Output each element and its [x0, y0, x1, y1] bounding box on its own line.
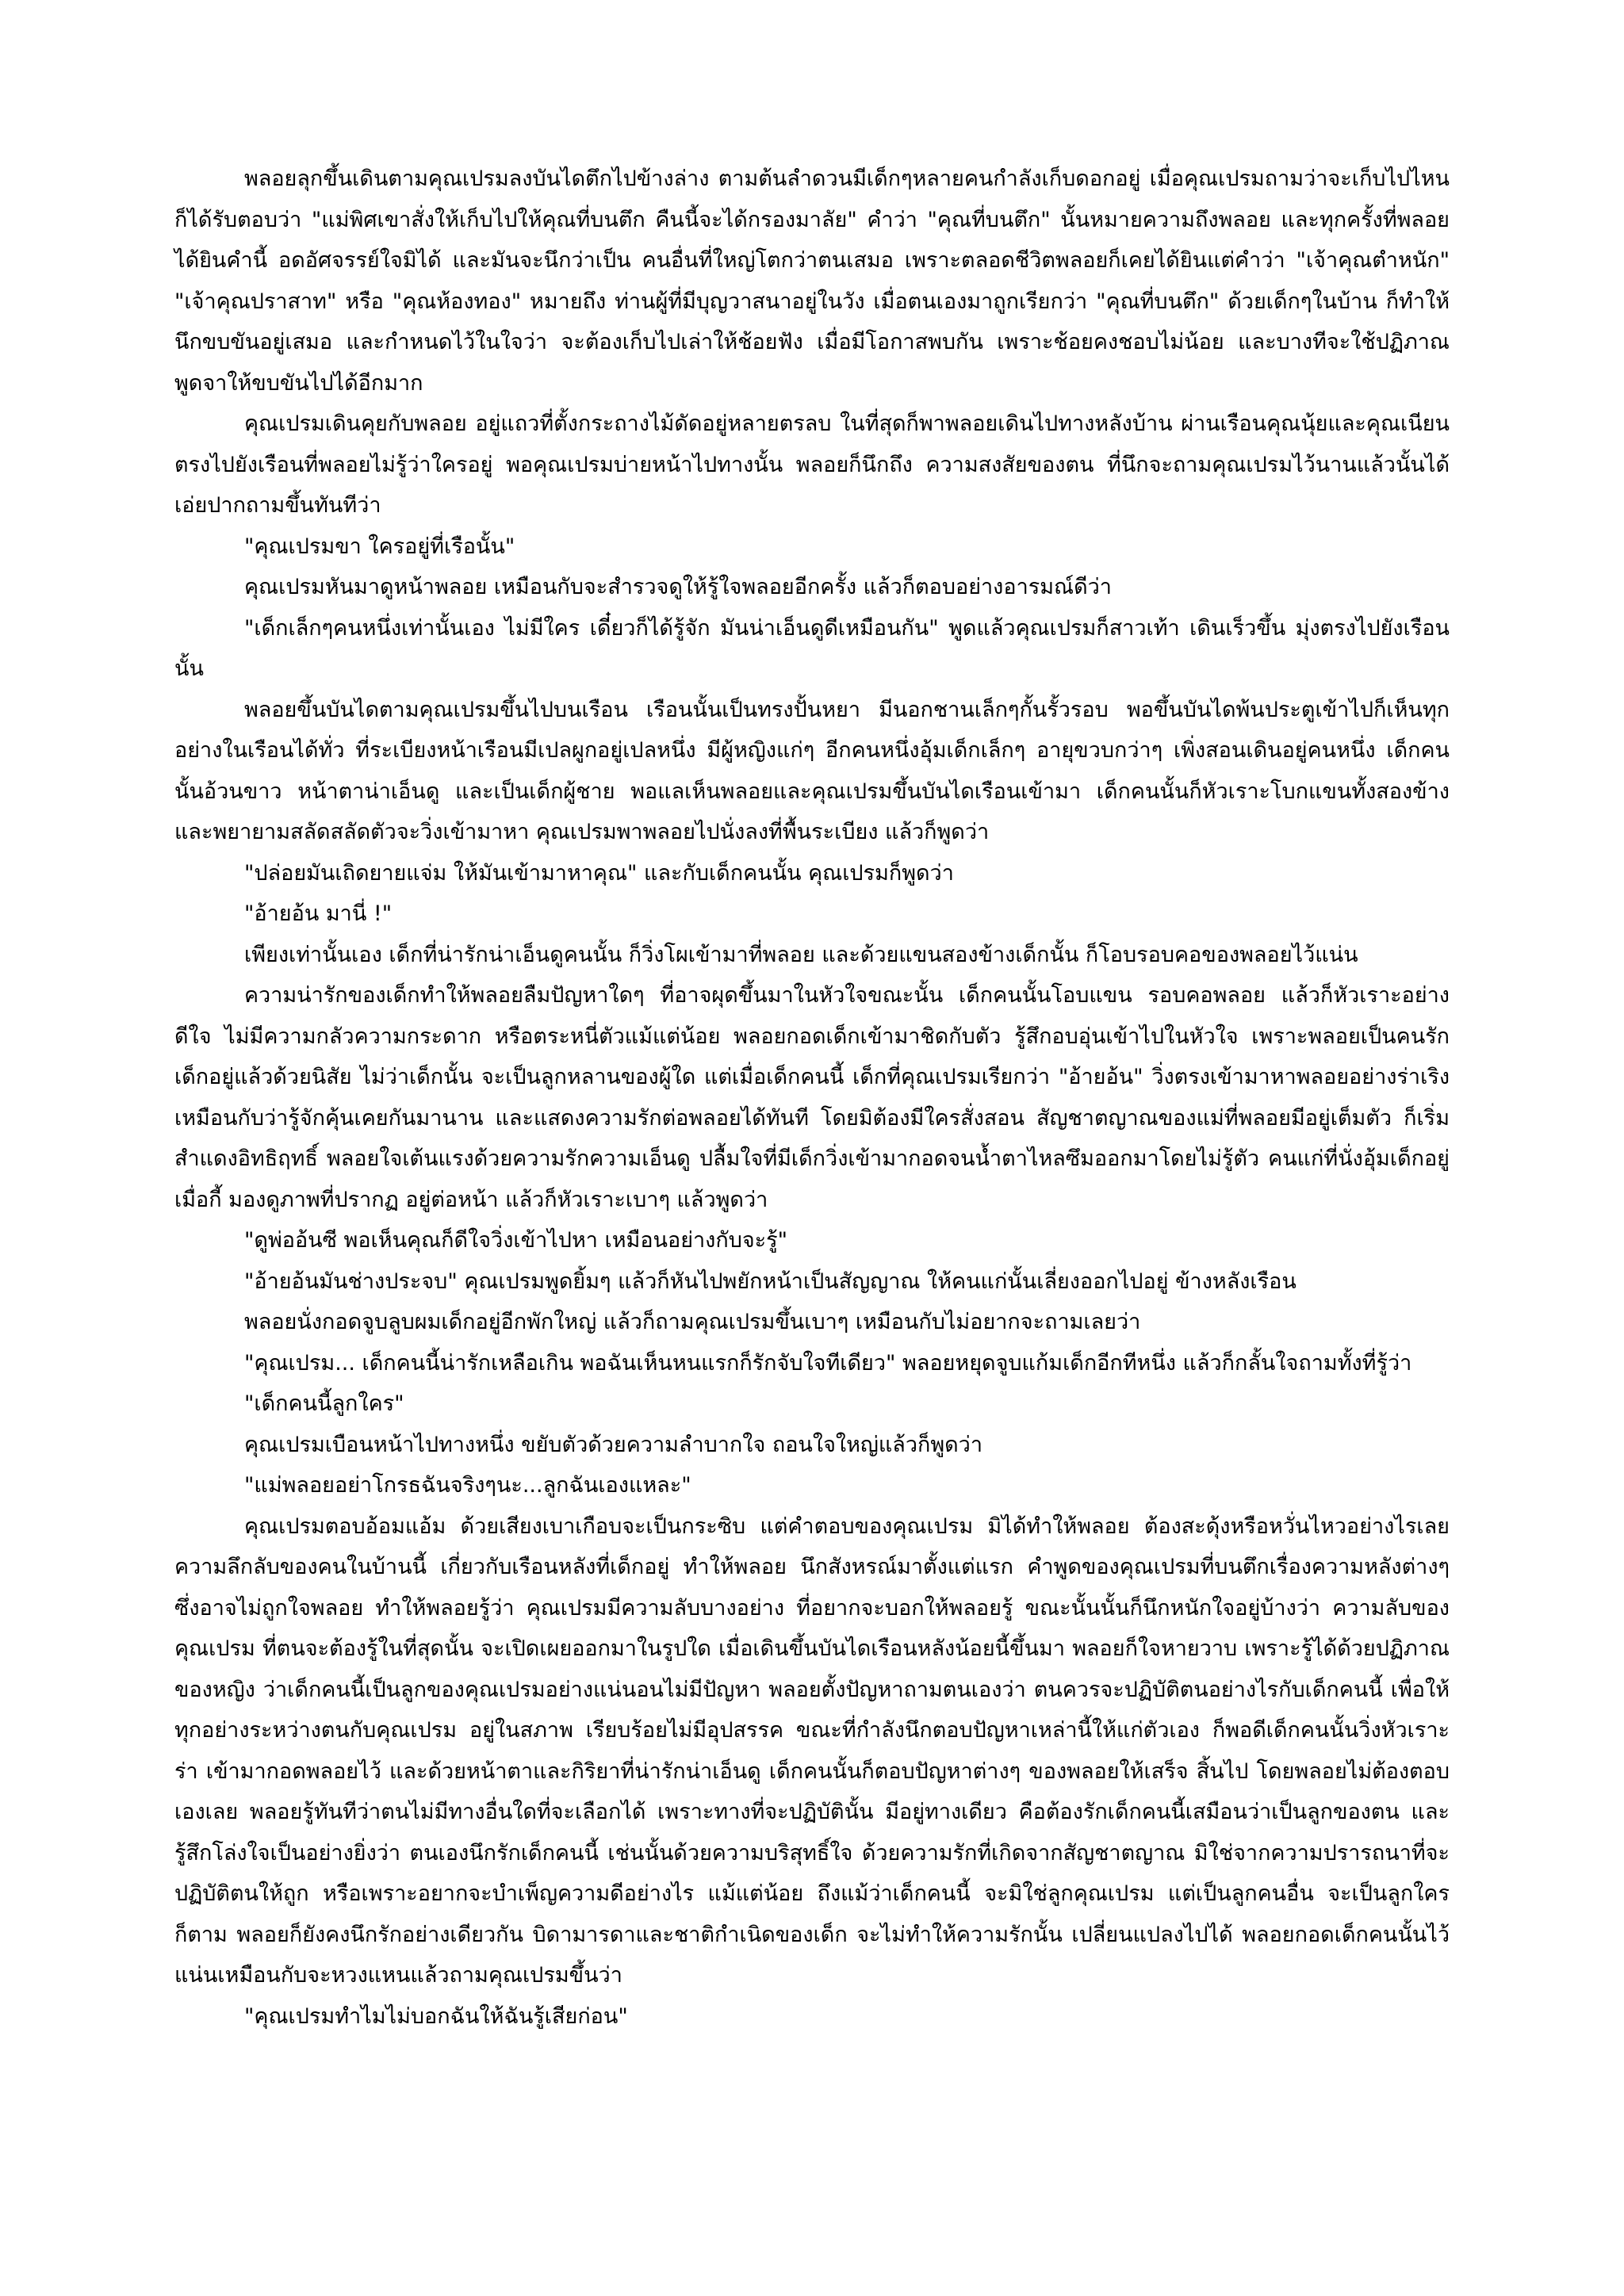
paragraph: "อ้ายอ้น มานี่ !" [244, 901, 393, 926]
paragraph: คุณเปรมตอบอ้อมแอ้ม ด้วยเสียงเบาเกือบจะเป็นกระซิบ แต่คำตอบของคุณเปรม มิได้ทำให้พลอย ต้องสะดุ้งหรือหวั่นไหวอย่างไรเลย ความลึกลับของคนในบ้านนี้ เกี่ยวกับเรือนหลังที่เด็กอยู่ ทำให้พลอย นึกสังหรณ์มาตั้งแต่แรก คำพูดของคุณเปรมที่บนตึกเรื่องความหลังต่างๆ ซึ่งอาจไม่ถูกใจพลอย ทำให้พลอยรู้ว่า คุณเปรมมีความลับบางอย่าง ที่อยากจะบอกให้พลอยรู้ ขณะนั้นนั้นก็นึกหนักใจอยู่บ้างว่า ความลับของคุณเปรม ที่ตนจะต้องรู้ในที่สุดนั้น จะเปิดเผยออกมาในรูปใด เมื่อเดินขึ้นบันไดเรือนหลังน้อยนี้ขึ้นมา พลอยก็ใจหายวาบ เพราะรู้ได้ด้วยปฏิภาณของหญิง ว่าเด็กคนนี้เป็นลูกของคุณเปรมอย่างแน่นอนไม่มีปัญหา พลอยตั้งปัญหาถามตนเองว่า ตนควรจะปฏิบัติตนอย่างไรกับเด็กคนนี้ เพื่อให้ทุกอย่างระหว่างตนกับคุณเปรม อยู่ในสภาพ เรียบร้อยไม่มีอุปสรรค ขณะที่กำลังนึกตอบปัญหาเหล่านี้ให้แก่ตัวเอง ก็พอดีเด็กคนนั้นวิ่งหัวเราะร่า เข้ามากอดพลอยไว้ และด้วยหน้าตาและกิริยาที่น่ารักน่าเอ็นดู เด็กคนนั้นก็ตอบปัญหาต่างๆ ของพลอยให้เสร็จ สิ้นไป โดยพลอยไม่ต้องตอบเองเลย พลอยรู้ทันทีว่าตนไม่มีทางอื่นใดที่จะเลือกได้ เพราะทางที่จะปฏิบัตินั้น มีอยู่ทางเดียว คือต้องรักเด็กคนนี้เสมือนว่าเป็นลูกของตน และรู้สึกโล่งใจเป็นอย่างยิ่งว่า ตนเองนึกรักเด็กคนนี้ เช่นนั้นด้วยความบริสุทธิ์ใจ ด้วยความรักที่เกิดจากสัญชาตญาณ มิใช่จากความปรารถนาที่จะปฏิบัติตนให้ถูก หรือเพราะอยากจะบำเพ็ญความดีอย่างไร แม้แต่น้อย ถึงแม้ว่าเด็กคนนี้ จะมิใช่ลูกคุณเปรม แต่เป็นลูกคนอื่น จะเป็นลูกใครก็ตาม พลอยก็ยังคงนึกรักอย่างเดียวกัน บิดามารดาและชาติกำเนิดของเด็ก จะไม่ทำให้ความรักนั้น เปลี่ยนแปลงไปได้ พลอยกอดเด็กคนนั้นไว้แน่นเหมือนกับจะหวงแหนแล้วถามคุณเปรมขึ้นว่า [174, 1513, 1450, 1988]
paragraph: พลอยนั่งกอดจูบลูบผมเด็กอยู่อีกพักใหญ่ แล้วก็ถามคุณเปรมขึ้นเบาๆ เหมือนกับไม่อยากจะถามเลยว่า [244, 1310, 1141, 1334]
paragraph: "เด็กเล็กๆคนหนึ่งเท่านั้นเอง ไม่มีใคร เดี๋ยวก็ได้รู้จัก มันน่าเอ็นดูดีเหมือนกัน" พูดแล้วคุณเปรมก็สาวเท้า เดินเร็วขึ้น มุ่งตรงไปยังเรือนนั้น [174, 615, 1450, 681]
paragraph: "อ้ายอ้นมันช่างประจบ" คุณเปรมพูดยิ้มๆ แล้วก็หันไปพยักหน้าเป็นสัญญาณ ให้คนแก่นั้นเลี่ยงออกไปอยู่ ข้างหลังเรือน [244, 1269, 1297, 1294]
paragraph: "คุณเปรมขา ใครอยู่ที่เรือนั้น" [244, 534, 515, 559]
paragraph: พลอยลุกขึ้นเดินตามคุณเปรมลงบันไดตึกไปข้างล่าง ตามต้นลำดวนมีเด็กๆหลายคนกำลังเก็บดอกอยู่ เมื่อคุณเปรมถามว่าจะเก็บไปไหน ก็ได้รับตอบว่า "แม่พิศเขาสั่งให้เก็บไปให้คุณที่บนตึก คืนนี้จะได้กรองมาลัย" คำว่า "คุณที่บนตึก" นั้นหมายความถึงพลอย และทุกครั้งที่พลอยได้ยินคำนี้ อดอัศจรรย์ใจมิได้ และมันจะนึกว่าเป็น คนอื่นที่ใหญ่โตกว่าตนเสมอ เพราะตลอดชีวิตพลอยก็เคยได้ยินแต่คำว่า "เจ้าคุณตำหนัก" "เจ้าคุณปราสาท" หรือ "คุณห้องทอง" หมายถึง ท่านผู้ที่มีบุญวาสนาอยู่ในวัง เมื่อตนเองมาถูกเรียกว่า "คุณที่บนตึก" ด้วยเด็กๆในบ้าน ก็ทำให้นึกขบขันอยู่เสมอ และกำหนดไว้ในใจว่า จะต้องเก็บไปเล่าให้ช้อยฟัง เมื่อมีโอกาสพบกัน เพราะช้อยคงชอบไม่น้อย และบางทีจะใช้ปฏิภาณพูดจาให้ขบขันไปได้อีกมาก [174, 166, 1450, 396]
paragraph: "เด็กคนนี้ลูกใคร" [244, 1391, 404, 1416]
paragraph: "แม่พลอยอย่าโกรธฉันจริงๆนะ...ลูกฉันเองแหละ" [244, 1473, 691, 1498]
paragraph: คุณเปรมเดินคุยกับพลอย อยู่แถวที่ตั้งกระถางไม้ดัดอยู่หลายตรลบ ในที่สุดก็พาพลอยเดินไปทางหลังบ้าน ผ่านเรือนคุณนุ้ยและคุณเนียน ตรงไปยังเรือนที่พลอยไม่รู้ว่าใครอยู่ พอคุณเปรมบ่ายหน้าไปทางนั้น พลอยก็นึกถึง ความสงสัยของตน ที่นึกจะถามคุณเปรมไว้นานแล้วนั้นได้ เอ่ยปากถามขึ้นทันทีว่า [174, 411, 1450, 518]
paragraph: เพียงเท่านั้นเอง เด็กที่น่ารักน่าเอ็นดูคนนั้น ก็วิ่งโผเข้ามาที่พลอย และด้วยแขนสองข้างเด็กนั้น ก็โอบรอบคอของพลอยไว้แน่น [244, 942, 1358, 967]
paragraph: "ดูพ่ออ้นซี พอเห็นคุณก็ดีใจวิ่งเข้าไปหา เหมือนอย่างกับจะรู้" [244, 1228, 788, 1253]
paragraph: พลอยขึ้นบันไดตามคุณเปรมขึ้นไปบนเรือน เรือนนั้นเป็นทรงปั้นหยา มีนอกชานเล็กๆกั้นรั้วรอบ พอขึ้นบันไดพ้นประตูเข้าไปก็เห็นทุกอย่างในเรือนได้ทั่ว ที่ระเบียงหน้าเรือนมีเปลผูกอยู่เปลหนึ่ง มีผู้หญิงแก่ๆ อีกคนหนึ่งอุ้มเด็กเล็กๆ อายุขวบกว่าๆ เพิ่งสอนเดินอยู่คนหนึ่ง เด็กคนนั้นอ้วนขาว หน้าตาน่าเอ็นดู และเป็นเด็กผู้ชาย พอแลเห็นพลอยและคุณเปรมขึ้นบันไดเรือนเข้ามา เด็กคนนั้นก็หัวเราะโบกแขนทั้งสองข้าง และพยายามสลัดสลัดตัวจะวิ่งเข้ามาหา คุณเปรมพาพลอยไปนั่งลงที่พื้นระเบียง แล้วก็พูดว่า [174, 697, 1450, 844]
paragraph: "คุณเปรม... เด็กคนนี้น่ารักเหลือเกิน พอฉันเห็นหนแรกก็รักจับใจทีเดียว" พลอยหยุดจูบแก้มเด็กอีกทีหนึ่ง แล้วก็กลั้นใจถามทั้งที่รู้ว่า [244, 1350, 1412, 1376]
paragraph: "ปล่อยมันเถิดยายแจ่ม ให้มันเข้ามาหาคุณ" และกับเด็กคนนั้น คุณเปรมก็พูดว่า [244, 860, 954, 886]
body-text [174, 159, 1450, 2037]
paragraph: คุณเปรมหันมาดูหน้าพลอย เหมือนกับจะสำรวจดูให้รู้ใจพลอยอีกครั้ง แล้วก็ตอบอย่างอารมณ์ดีว่า [244, 575, 1112, 599]
paragraph: "คุณเปรมทำไมไม่บอกฉันให้ฉันรู้เสียก่อน" [244, 2003, 628, 2029]
paragraph: ความน่ารักของเด็กทำให้พลอยลืมปัญหาใดๆ ที่อาจผุดขึ้นมาในหัวใจขณะนั้น เด็กคนนั้นโอบแขน รอบคอพลอย แล้วก็หัวเราะอย่างดีใจ ไม่มีความกลัวความกระดาก หรือตระหนี่ตัวแม้แต่น้อย พลอยกอดเด็กเข้ามาชิดกับตัว รู้สึกอบอุ่นเข้าไปในหัวใจ เพราะพลอยเป็นคนรักเด็กอยู่แล้วด้วยนิสัย ไม่ว่าเด็กนั้น จะเป็นลูกหลานของผู้ใด แต่เมื่อเด็กคนนี้ เด็กที่คุณเปรมเรียกว่า "อ้ายอ้น" วิ่งตรงเข้ามาหาพลอยอย่างร่าเริง เหมือนกับว่ารู้จักคุ้นเคยกันมานาน และแสดงความรักต่อพลอยได้ทันที โดยมิต้องมีใครสั่งสอน สัญชาตญาณของแม่ที่พลอยมีอยู่เต็มตัว ก็เริ่มสำแดงอิทธิฤทธิ์ พลอยใจเต้นแรงด้วยความรักความเอ็นดู ปลื้มใจที่มีเด็กวิ่งเข้ามากอดจนน้ำตาไหลซึมออกมาโดยไม่รู้ตัว คนแก่ที่นั่งอุ้มเด็กอยู่เมื่อกี้ มองดูภาพที่ปรากฏ อยู่ต่อหน้า แล้วก็หัวเราะเบาๆ แล้วพูดว่า [174, 983, 1450, 1212]
paragraph: คุณเปรมเบือนหน้าไปทางหนึ่ง ขยับตัวด้วยความลำบากใจ ถอนใจใหญ่แล้วก็พูดว่า [244, 1432, 982, 1457]
